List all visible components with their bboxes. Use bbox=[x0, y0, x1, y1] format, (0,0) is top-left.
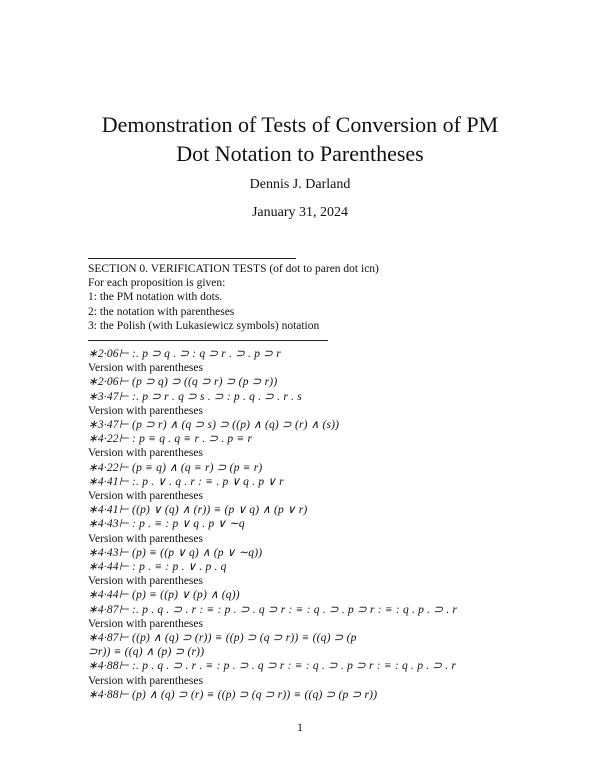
proposition-formula: ∗4·43⊢ : p . ≡ : p ∨ q . p ∨ ∼q bbox=[88, 518, 245, 531]
paper-title: Demonstration of Tests of Conversion of PM Dot Notation to Parentheses bbox=[101, 112, 499, 166]
proposition-formula: ⊃r)) ≡ ((q) ∧ (p) ⊃ (r)) bbox=[88, 646, 205, 659]
proposition-formula: ∗4·43⊢ (p) ≡ ((p ∨ q) ∧ (p ∨ ∼q)) bbox=[88, 546, 263, 559]
proposition-formula: ∗2·06⊢ (p ⊃ q) ⊃ ((q ⊃ r) ⊃ (p ⊃ r)) bbox=[88, 376, 278, 389]
proposition-formula: ∗4·22⊢ : p ≡ q . q ≡ r . ⊃ . p ≡ r bbox=[88, 433, 253, 446]
proposition-label: Version with parentheses bbox=[88, 490, 203, 503]
proposition-label: Version with parentheses bbox=[88, 674, 203, 687]
proposition-formula: ∗4·44⊢ (p) ≡ ((p) ∨ (p) ∧ (q)) bbox=[88, 589, 240, 602]
proposition-label: Version with parentheses bbox=[88, 404, 203, 417]
proposition-formula: ∗3·47⊢ :. p ⊃ r . q ⊃ s . ⊃ : p . q . ⊃ . r . s bbox=[88, 390, 302, 403]
proposition-formula: ∗4·88⊢ :. p . q . ⊃ . r . ≡ : p . ⊃ . q ⊃ r : ≡ : q . ⊃ . p ⊃ r : ≡ : q . p . ⊃ . r bbox=[88, 660, 457, 673]
proposition-formula: ∗4·44⊢ : p . ≡ : p . ∨ . p . q bbox=[88, 561, 227, 574]
top-divider bbox=[88, 258, 296, 259]
proposition-formula: ∗4·88⊢ (p) ∧ (q) ⊃ (r) ≡ ((p) ⊃ (q ⊃ r)) ≡ ((q) ⊃ (p ⊃ r)) bbox=[88, 688, 378, 701]
proposition-label: Version with parentheses bbox=[88, 575, 203, 588]
section-intro: For each proposition is given: bbox=[88, 277, 226, 290]
section-divider bbox=[88, 340, 328, 341]
proposition-list bbox=[88, 347, 528, 702]
paper-date: January 31, 2024 bbox=[251, 205, 349, 220]
proposition-label: Version with parentheses bbox=[88, 362, 203, 375]
proposition-label: Version with parentheses bbox=[88, 617, 203, 630]
proposition-formula: ∗3·47⊢ (p ⊃ r) ∧ (q ⊃ s) ⊃ ((p) ∧ (q) ⊃ (r) ∧ (s)) bbox=[88, 419, 340, 432]
section-item: 1: the PM notation with dots. bbox=[88, 291, 223, 304]
proposition-formula: ∗4·41⊢ :. p . ∨ . q . r : ≡ . p ∨ q . p ∨ r bbox=[88, 475, 284, 488]
proposition-formula: ∗2·06⊢ :. p ⊃ q . ⊃ : q ⊃ r . ⊃ . p ⊃ r bbox=[88, 348, 281, 360]
proposition-formula: ∗4·87⊢ :. p . q . ⊃ . r : ≡ : p . ⊃ . q ⊃ r : ≡ : q . ⊃ . p ⊃ r : ≡ : q . p . ⊃ . r bbox=[88, 603, 458, 616]
proposition-formula: ∗4·87⊢ ((p) ∧ (q) ⊃ (r)) ≡ ((p) ⊃ (q ⊃ r)) ≡ ((q) ⊃ (p bbox=[88, 632, 357, 645]
section-item: 2: the notation with parentheses bbox=[88, 305, 235, 318]
section-heading: SECTION 0. VERIFICATION TESTS (of dot to paren dot icn) bbox=[88, 263, 379, 275]
proposition-label: Version with parentheses bbox=[88, 447, 203, 460]
page-number: 1 bbox=[297, 720, 303, 734]
section-item: 3: the Polish (with Lukasiewicz symbols) notation bbox=[88, 319, 320, 332]
proposition-label: Version with parentheses bbox=[88, 532, 203, 545]
proposition-formula: ∗4·41⊢ ((p) ∨ (q) ∧ (r)) ≡ (p ∨ q) ∧ (p ∨ r) bbox=[88, 504, 308, 517]
section-block bbox=[88, 262, 528, 333]
proposition-formula: ∗4·22⊢ (p ≡ q) ∧ (q ≡ r) ⊃ (p ≡ r) bbox=[88, 461, 263, 474]
author-name: Dennis J. Darland bbox=[249, 177, 351, 192]
